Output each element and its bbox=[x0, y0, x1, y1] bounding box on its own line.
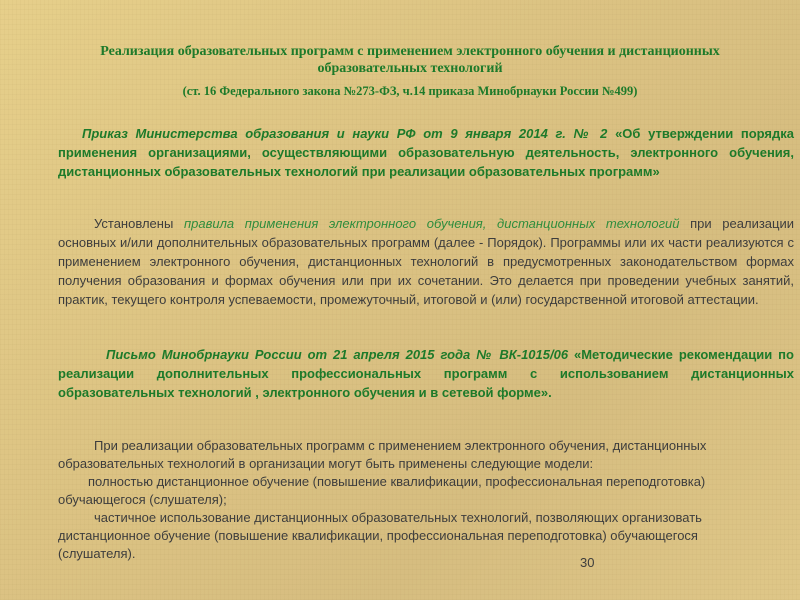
rules-paragraph-start: Установлены bbox=[94, 216, 184, 231]
rules-paragraph-end: при реализации основных и/или дополнительных образовательных программ (далее - Порядок). Программы или их части реализуются с применением электронного обучения, дистанционных технологий в предусмотренных законодательством формах получения образования и формах обучения или при их сочетании. Это делается при проведении учебных занятий, практик, текущего контроля успеваемости, промежуточный, итоговой и (или) государственной итоговой аттестации. bbox=[58, 216, 794, 307]
rules-paragraph bbox=[58, 214, 794, 309]
letter-reference bbox=[58, 345, 794, 402]
letter-title: «Методические рекомендации по реализации дополнительных профессиональных программ с использованием дистанционных образовательных технологий , электронного обучения и в сетевой форме». bbox=[58, 347, 794, 400]
models-lead: При реализации образовательных программ с применением электронного обучения, дистанционных образовательных технологий в организации могут быть применены следующие модели: bbox=[58, 438, 707, 471]
letter-name: Письмо Минобрнауки России от 21 апреля 2015 года № ВК-1015/06 bbox=[106, 347, 569, 362]
order-title: «Об утверждении порядка применения организациями, осуществляющими образовательную деятельность, электронного обучения, дистанционных образовательных технологий при реализации образовательных программ» bbox=[58, 126, 794, 179]
order-name: Приказ Министерства образования и науки РФ от 9 января 2014 г. № 2 bbox=[82, 126, 608, 141]
models-paragraph bbox=[58, 437, 748, 563]
order-reference bbox=[58, 124, 794, 181]
model-item-partial: частичное использование дистанционных образовательных технологий, позволяющих организовать дистанционное обучение (повышение квалификации, профессиональная переподготовка) обучающегося (слушателя). bbox=[58, 510, 702, 561]
rules-highlight: правила применения электронного обучения, дистанционных технологий bbox=[183, 216, 680, 231]
model-item-full: полностью дистанционное обучение (повышение квалификации, профессиональная переподготовка) обучающегося (слушателя); bbox=[58, 474, 706, 507]
slide-subtitle: (ст. 16 Федерального закона №273-ФЗ, ч.14 приказа Минобрнауки России №499) bbox=[182, 84, 638, 98]
slide-title: Реализация образовательных программ с применением электронного обучения и дистанционных образовательных технологий bbox=[100, 44, 720, 76]
page-number: 30 bbox=[580, 555, 595, 570]
